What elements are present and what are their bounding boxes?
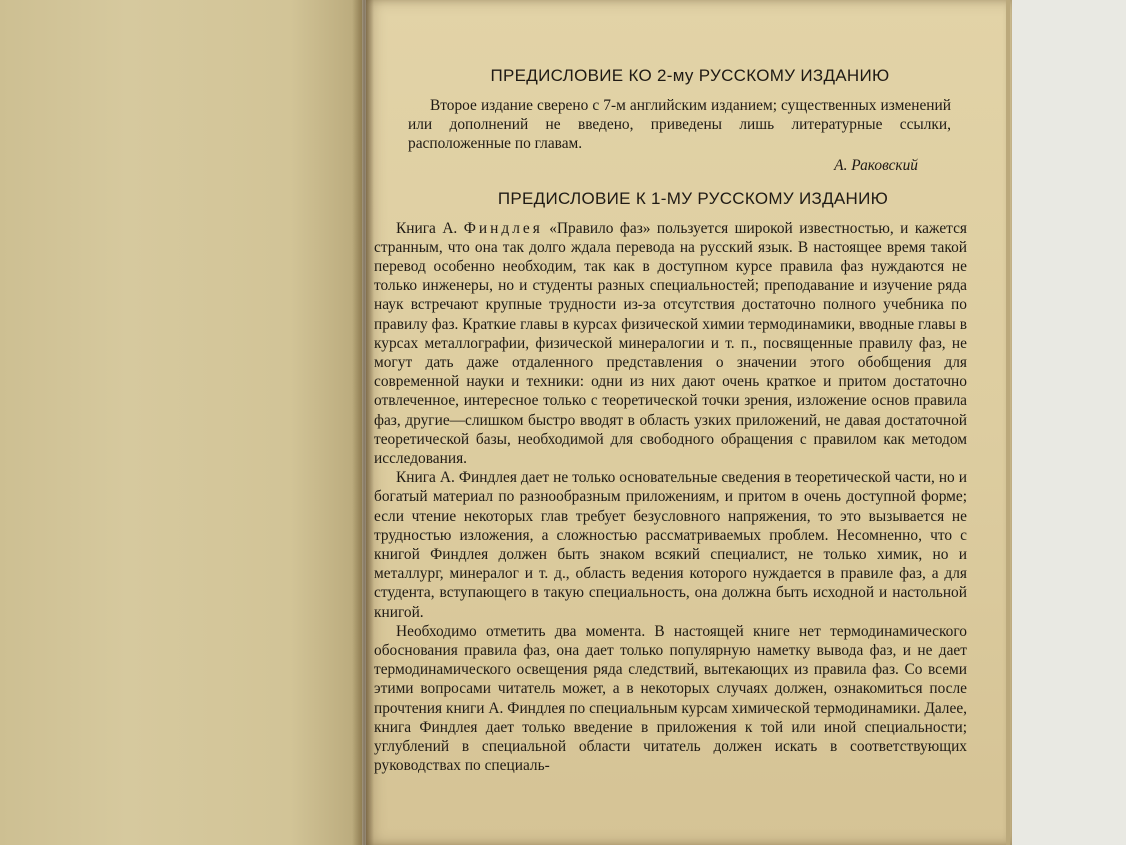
left-page-blank xyxy=(0,0,362,845)
page-content xyxy=(374,62,968,776)
author-name-spaced: Финдлея xyxy=(463,219,543,237)
preface-1st-paragraph-2: Книга А. Финдлея дает не только основательные сведения в теоретической части, но и богатый материал по разнообразным приложениям, и притом в очень доступной форме; если чтение некоторых глав требует безусловного напряжения, то это вызывается не трудностью изложения, а сложностью рассматриваемых проблем. Несомненно, что с книгой Финдлея должен быть знаком всякий специалист, не только химик, но и металлург, минералог и т. д., область ведения которого нуждается в правиле фаз, а для студента, вступающего в такую специальность, она должна быть исходной и настольной книгой. xyxy=(374,469,967,621)
heading-preface-1st-edition: ПРЕДИСЛОВИЕ К 1-МУ РУССКОМУ ИЗДАНИЮ xyxy=(497,188,889,208)
preface-1st-paragraph-3: Необходимо отметить два момента. В настоящей книге нет термодинамического обоснования правила фаз, она дает только популярную наметку вывода фаз, и не дает термодинамического освещения ряда следствий, вытекающих из правила фаз. Со всеми этими вопросами читатель может, а в некоторых случаях должен, ознакомиться после прочтения книги А. Финдлея по специальным курсам химической термодинамики. Далее, книга Финдлея дает только введение в приложения к той или иной специальности; углублений в специальной области читатель должен искать в соответствующих руководствах по специаль- xyxy=(374,622,967,775)
para1-lead: Книга А. xyxy=(396,219,464,237)
preface-1st-paragraph-1 xyxy=(374,219,967,469)
page-edge xyxy=(1006,0,1010,845)
heading-preface-2nd-edition: ПРЕДИСЛОВИЕ КО 2-му РУССКОМУ ИЗДАНИЮ xyxy=(490,66,890,85)
para1-rest: «Правило фаз» пользуется широкой известностью, и кажется странным, что она так долго ждала перевода на русский язык. В настоящее время такой перевод особенно необходим, так как в доступном курсе правила фаз нуждаются не только инженеры, но и студенты разных специальностей; преподавание и изучение ряда наук встречают крупные трудности из-за отсутствия достаточно полного учебника по правилу фаз. Краткие главы в курсах физической химии термодинамики, вводные главы в курсах металлографии, физической минералогии и т. п., посвященные правилу фаз, не могут дать даже отдаленного представления о значении этого обобщения для современной науки и техники: одни из них дают очень краткое и притом достаточно отвлеченное, интересное только с теоретической точки зрения, изложение основ правила фаз, другие—слишком быстро вводят в область узких приложений, не давая достаточной теоретической базы, необходимой для свободного обращения с правилом как методом исследования. xyxy=(374,219,967,468)
book-gutter-shadow xyxy=(352,0,374,845)
signature: А. Раковский xyxy=(834,156,918,174)
preface-2nd-paragraph: Второе издание сверено с 7-м английским изданием; существенных изменений или дополнений не введено, приведены лишь литературные ссылки, расположенные по главам. xyxy=(408,97,951,153)
